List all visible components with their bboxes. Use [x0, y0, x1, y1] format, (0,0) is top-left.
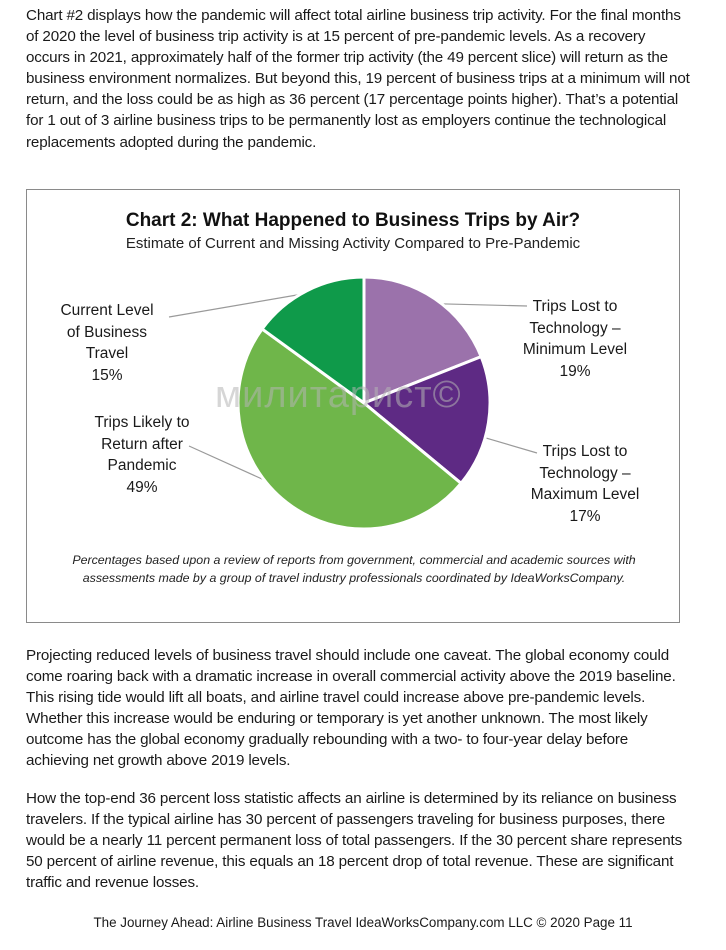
slice-value-label: 15%: [91, 366, 123, 384]
chart-note: Percentages based upon a review of reports from government, commercial and academic sources with assessments made by a group of travel industry professionals coordinated by IdeaWorksCompany.: [72, 553, 636, 585]
chart-subtitle: Estimate of Current and Missing Activity Compared to Pre-Pandemic: [125, 235, 581, 252]
caveat-paragraph: Projecting reduced levels of business travel should include one caveat. The global economy could come roaring back with a dramatic increase in overall commercial activity above the 2019 baseline. This rising tide would lift all boats, and airline travel could increase above pre-pandemic levels. Whether this increase would be enduring or temporary is yet another unknown. The most likely outcome has the global economy gradually rebounding with a two- to four-year delay before achieving net growth above 2019 levels.: [26, 647, 676, 770]
chart-title: Chart 2: What Happened to Business Trips by Air?: [125, 210, 581, 231]
intro-paragraph: Chart #2 displays how the pandemic will affect total airline business trip activity. For the final months of 2020 the level of business trip activity is at 15 percent of pre-pandemic levels. As a recovery occurs in 2021, approximately half of the former trip activity (the 49 percent slice) will return as the business environment normalizes. But beyond this, 19 percent of business trips at a minimum will not return, and the loss could be as high as 36 percent (17 percentage points higher). That’s a potential for 1 out of 3 airline business trips to be permanently lost as employers continue the technological replacements adopted during the pandemic.: [26, 7, 690, 151]
slice-value-label: 17%: [569, 507, 601, 525]
watermark: милитарист©: [215, 374, 462, 416]
slice-label-lost-minimum: Trips Lost to Technology – Minimum Level 19%: [505, 296, 645, 382]
slice-label-likely-return: Trips Likely to Return after Pandemic 49%: [77, 412, 207, 498]
slice-label-current-level: Current Level of Business Travel 15%: [47, 300, 167, 386]
chart-frame: [26, 189, 680, 623]
slice-label-lost-maximum: Trips Lost to Technology – Maximum Level 17%: [515, 441, 655, 527]
slice-value-label: 49%: [126, 478, 158, 496]
page-footer: The Journey Ahead: Airline Business Travel IdeaWorksCompany.com LLC © 2020 Page 11: [93, 915, 633, 930]
impact-paragraph: How the top-end 36 percent loss statistic affects an airline is determined by its reliance on business travelers. If the typical airline has 30 percent of passengers traveling for business purposes, there would be a nearly 11 percent permanent loss of total passengers. If the 30 percent share represents 50 percent of airline revenue, this equals an 18 percent drop of total revenue. These are significant traffic and revenue losses.: [26, 790, 683, 892]
pie-slices: [238, 277, 490, 529]
slice-value-label: 19%: [559, 362, 591, 380]
